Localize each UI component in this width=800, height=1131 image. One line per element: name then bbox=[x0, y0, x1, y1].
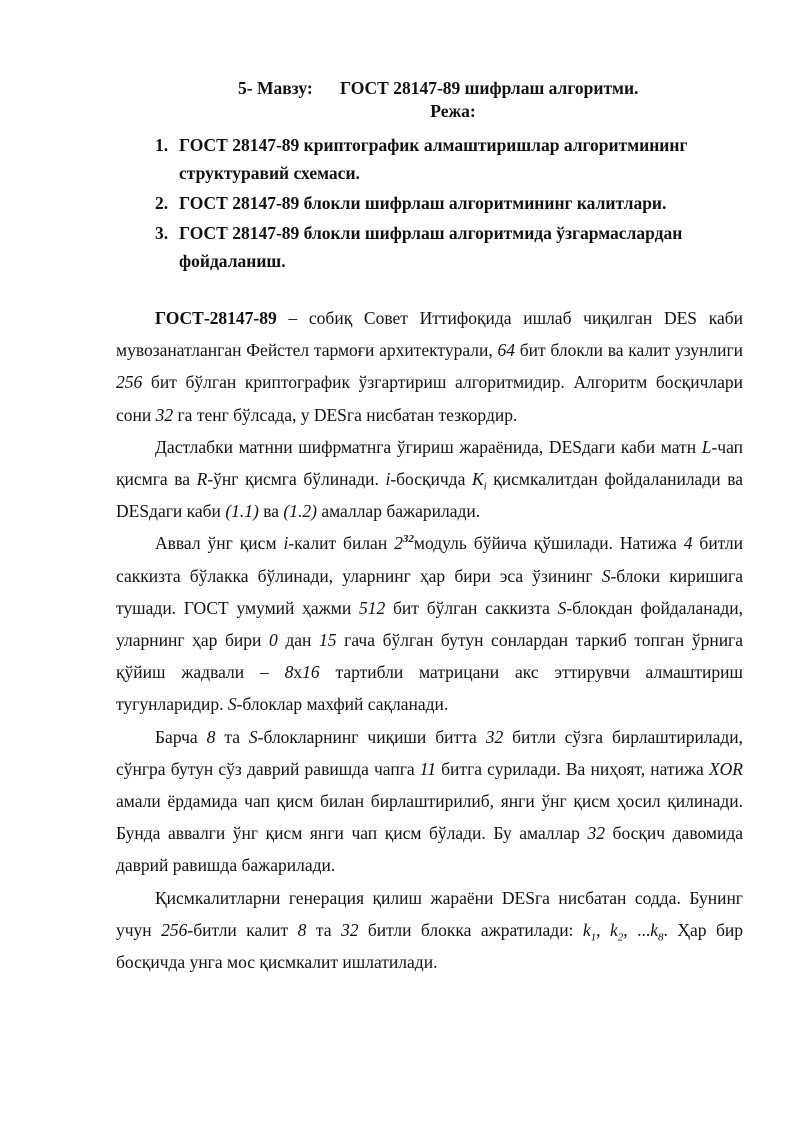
text-run: -чап қисмга ва bbox=[116, 436, 743, 490]
text-run: амаллар бажарилади. bbox=[316, 501, 481, 522]
text-run: Қисмкалитларни генерация қилиш жараёни DESга нисбатан содда. Бунинг учун bbox=[116, 887, 743, 940]
text-run: S bbox=[227, 694, 237, 715]
text-run: -ўнг қисмга бўлинади. bbox=[207, 469, 386, 490]
text-run: L bbox=[701, 436, 712, 457]
plan-item bbox=[155, 219, 745, 275]
plan-item-number: 2. bbox=[155, 193, 169, 213]
plan-label: Режа: bbox=[430, 101, 476, 121]
text-run: k bbox=[650, 919, 659, 940]
text-run: битга сурилади. Ва ниҳоят, натижа bbox=[436, 758, 709, 779]
text-run: 256 bbox=[116, 372, 143, 393]
superscript: 32 bbox=[402, 533, 414, 546]
paragraph-3 bbox=[116, 527, 743, 720]
paragraph-2 bbox=[116, 431, 743, 528]
plan-item-text: ГОСТ 28147-89 блокли шифрлаш алгоритмининг калитлари. bbox=[179, 193, 667, 213]
text-run: 11 bbox=[419, 758, 436, 779]
text-run: k bbox=[610, 919, 618, 940]
text-run: Дастлабки матнни шифрматнга ўгириш жараёнида, DESдаги каби матн bbox=[155, 436, 702, 457]
text-run: 2 bbox=[394, 533, 403, 554]
text-run: қисмкалитдан фойдаланилади ва DESдаги каби bbox=[116, 469, 743, 522]
text-run: , ... bbox=[623, 919, 651, 940]
text-run: 16 bbox=[302, 662, 320, 683]
text-run: 32 bbox=[340, 919, 359, 940]
plan-item bbox=[155, 189, 745, 217]
text-run: амали ёрдамида чап қисм билан бирлаштирилиб, янги ўнг қисм ҳосил қилинади. Бунда аввалги ўнг қисм янги чап қисм бўлади. Бу амаллар bbox=[116, 791, 743, 844]
text-run: i bbox=[283, 533, 289, 554]
text-run: -блоклар махфий сақланади. bbox=[236, 694, 449, 715]
text-run: бит блокли ва калит узунлиги bbox=[514, 340, 743, 361]
plan-item-text: ГОСТ 28147-89 блокли шифрлаш алгоритмида ўзгармаслардан фойдаланиш. bbox=[179, 223, 683, 271]
text-run: 32 bbox=[485, 726, 504, 747]
text-run: -битли калит bbox=[187, 919, 298, 940]
text-run: -блокларнинг чиқиши битта bbox=[257, 726, 486, 747]
plan-list bbox=[155, 131, 745, 277]
body-text bbox=[116, 302, 743, 978]
text-run: k bbox=[582, 919, 591, 940]
term-gost: ГОСТ-28147-89 bbox=[155, 308, 277, 328]
plan-item bbox=[155, 131, 745, 187]
text-run: 8 bbox=[206, 726, 216, 747]
text-run: S bbox=[557, 597, 567, 618]
text-run: 4 bbox=[683, 533, 693, 554]
text-run: 0 bbox=[269, 630, 278, 651]
text-run: 32 bbox=[587, 823, 605, 844]
topic-prefix: 5- Мавзу: bbox=[238, 78, 313, 98]
subscript: i bbox=[483, 480, 487, 493]
text-run: бит бўлган саккизта bbox=[385, 597, 558, 618]
text-run: , bbox=[596, 919, 611, 940]
text-run: 512 bbox=[359, 597, 386, 618]
text-run: XOR bbox=[708, 758, 743, 779]
subscript: 2 bbox=[617, 931, 624, 944]
subscript: 8 bbox=[658, 931, 664, 944]
text-run: модуль бўйича қўшилади. Натижа bbox=[413, 533, 684, 554]
subscript: 1 bbox=[590, 931, 597, 944]
text-run: та bbox=[306, 919, 341, 940]
text-run: K bbox=[471, 469, 484, 490]
text-run: босқич давомида даврий равишда бажарилади. bbox=[116, 823, 743, 876]
text-run: – собиқ Совет Иттифоқида ишлаб чиқилган DES каби мувозанатланган Фейстел тармоғи архитектурали, bbox=[116, 308, 743, 361]
text-run: -калит билан bbox=[288, 533, 395, 554]
plan-item-number: 1. bbox=[155, 135, 169, 155]
text-run: 256 bbox=[161, 919, 188, 940]
plan-item-text: ГОСТ 28147-89 криптографик алмаштиришлар алгоритмининг структуравий схемаси. bbox=[179, 135, 688, 183]
text-run: 8 bbox=[284, 662, 294, 683]
topic-title: ГОСТ 28147-89 шифрлаш алгоритми. bbox=[340, 78, 639, 98]
text-run: бит бўлган криптографик ўзгартириш алгоритмидир. Алгоритм босқичлари сони bbox=[116, 372, 743, 425]
text-run: Аввал ўнг қисм bbox=[155, 533, 284, 554]
text-run: гача бўлган бутун сонлардан таркиб топган ўрнига қўйиш жадвали – bbox=[116, 630, 744, 683]
text-run: (1.1) bbox=[225, 501, 259, 522]
text-run: тартибли матрицани акс эттирувчи алмаштириш тугунларидир. bbox=[116, 662, 743, 715]
text-run: -босқичда bbox=[390, 469, 472, 490]
text-run: битли блокка ажратилади: bbox=[358, 919, 583, 940]
text-run: та bbox=[215, 726, 249, 747]
text-run: битли саккизта бўлакка бўлинади, уларнинг ҳар бири эса ўзининг bbox=[116, 533, 743, 586]
text-run: . Ҳар бир босқичда унга мос қисмкалит ишлатилади. bbox=[116, 919, 744, 973]
text-run: 8 bbox=[297, 919, 307, 940]
text-run: i bbox=[385, 469, 391, 490]
text-run: 64 bbox=[497, 340, 515, 361]
text-run: S bbox=[248, 726, 258, 747]
paragraph-5 bbox=[116, 882, 743, 979]
text-run: х bbox=[293, 662, 303, 683]
text-run: (1.2) bbox=[283, 501, 317, 522]
text-run: R bbox=[196, 469, 208, 490]
text-run: 32 bbox=[155, 404, 174, 425]
paragraph-1 bbox=[116, 302, 743, 431]
text-run: -блоки киришига тушади. ГОСТ умумий ҳажми bbox=[116, 565, 743, 618]
text-run: S bbox=[601, 565, 611, 586]
text-run: 15 bbox=[319, 630, 337, 651]
plan-item-number: 3. bbox=[155, 223, 169, 243]
text-run: ва bbox=[258, 501, 284, 522]
paragraph-4 bbox=[116, 721, 743, 882]
text-run: га тенг бўлсада, у DESга нисбатан тезкордир. bbox=[173, 404, 518, 425]
text-run: Барча bbox=[155, 726, 207, 747]
text-run: дан bbox=[277, 630, 320, 651]
text-run: битли сўзга бирлаштирилади, сўнгра бутун сўз даврий равишда чапга bbox=[116, 726, 744, 779]
text-run: -блокдан фойдаланади, уларнинг ҳар бири bbox=[116, 597, 744, 651]
